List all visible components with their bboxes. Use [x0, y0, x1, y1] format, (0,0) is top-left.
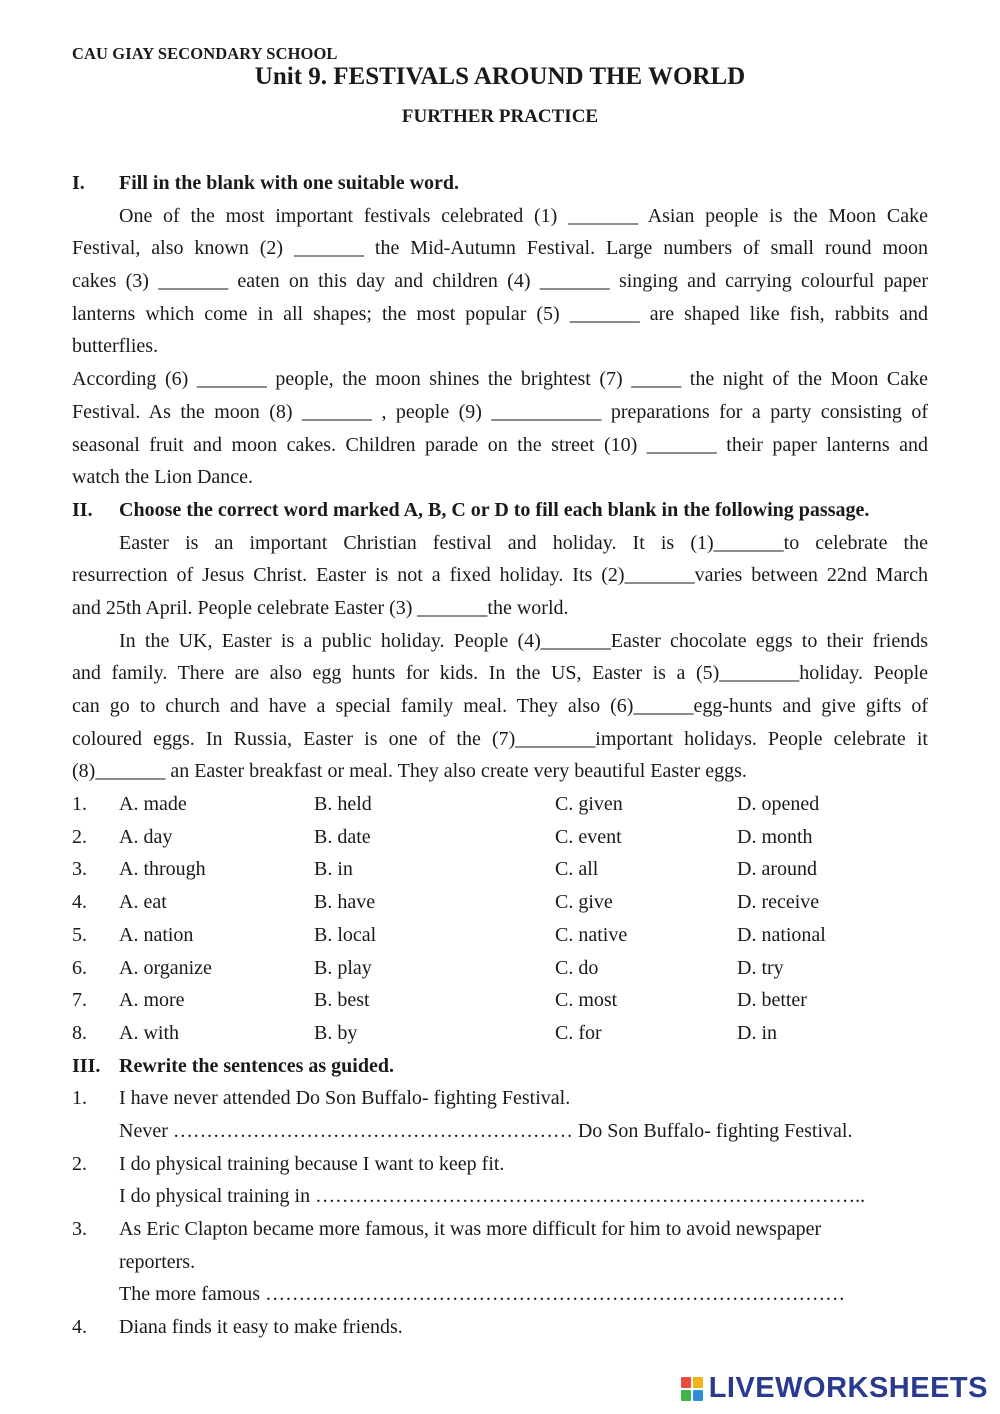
option-row — [72, 984, 928, 1017]
passage-line: Festival. As the moon (8) _______ , people (9) ___________ preparations for a party consisting of — [72, 400, 928, 423]
passage-line: According (6) _______ people, the moon shines the brightest (7) _____ the night of the Moon Cake — [72, 368, 928, 391]
rewrite-item — [72, 1213, 928, 1246]
option-row — [72, 821, 928, 854]
option-a: A. through — [119, 858, 206, 881]
option-c: C. do — [555, 956, 599, 979]
rewrite-prompt[interactable]: I do physical training in ……………………………………………………………………….. — [119, 1185, 866, 1208]
option-number: 1. — [72, 793, 87, 816]
option-a: A. day — [119, 825, 173, 848]
rewrite-item — [72, 1311, 928, 1344]
option-b: B. play — [314, 956, 372, 979]
option-b: B. in — [314, 858, 353, 881]
liveworksheets-logo[interactable] — [681, 1372, 988, 1405]
passage-line: Festival, also known (2) _______ the Mid-Autumn Festival. Large numbers of small round moon — [72, 237, 928, 260]
option-a: A. made — [119, 793, 187, 816]
school-name: CAU GIAY SECONDARY SCHOOL — [72, 44, 338, 63]
option-number: 5. — [72, 923, 87, 946]
original-sentence: As Eric Clapton became more famous, it was more difficult for him to avoid newspaper — [119, 1218, 822, 1240]
logo-text: LIVEWORKSHEETS — [708, 1372, 988, 1404]
option-b: B. local — [314, 923, 377, 946]
page-subtitle: FURTHER PRACTICE — [401, 106, 599, 127]
rewrite-prompt[interactable]: Never …………………………………………………… Do Son Buffalo- fighting Festival. — [119, 1119, 853, 1142]
option-d: D. better — [737, 989, 807, 1012]
original-sentence: I have never attended Do Son Buffalo- fighting Festival. — [119, 1087, 571, 1110]
original-sentence-continued: reporters. — [119, 1250, 196, 1273]
option-number: 6. — [72, 956, 87, 979]
option-row — [72, 1017, 928, 1050]
option-d: D. around — [737, 858, 817, 881]
option-row — [72, 853, 928, 886]
option-d: D. try — [737, 956, 784, 979]
option-c: C. given — [555, 793, 623, 816]
logo-block — [681, 1377, 691, 1388]
passage-line: In the UK, Easter is a public holiday. People (4)_______Easter chocolate eggs to their friends — [119, 629, 928, 652]
section-number: I. — [72, 172, 85, 194]
passage-line: cakes (3) _______ eaten on this day and children (4) _______ singing and carrying colourful paper — [72, 270, 928, 293]
option-number: 4. — [72, 891, 87, 914]
section-3-heading — [72, 1050, 928, 1083]
option-number: 3. — [72, 858, 87, 881]
option-number: 8. — [72, 1021, 87, 1044]
option-a: A. with — [119, 1021, 179, 1044]
section-heading-text: Rewrite the sentences as guided. — [119, 1054, 394, 1077]
rewrite-item — [72, 1148, 928, 1181]
passage-line: butterflies. — [72, 335, 159, 358]
passage-line: One of the most important festivals celebrated (1) _______ Asian people is the Moon Cake — [119, 204, 928, 227]
option-b: B. by — [314, 1021, 358, 1044]
rewrite-prompt[interactable]: The more famous …………………………………………………………………………… — [119, 1283, 846, 1306]
worksheet-content — [72, 167, 928, 1344]
original-sentence: Diana finds it easy to make friends. — [119, 1316, 403, 1339]
passage-line: Easter is an important Christian festival and holiday. It is (1)_______to celebrate the — [119, 531, 928, 554]
rewrite-item — [72, 1082, 928, 1115]
passage-line: resurrection of Jesus Christ. Easter is not a fixed holiday. Its (2)_______varies between 22nd March — [72, 564, 928, 587]
passage-line: can go to church and have a special family meal. They also (6)______egg-hunts and give gifts of — [72, 695, 928, 717]
option-number: 2. — [72, 825, 87, 848]
option-d: D. month — [737, 825, 813, 848]
page-title: Unit 9. FESTIVALS AROUND THE WORLD — [254, 63, 746, 90]
option-c: C. give — [555, 891, 613, 914]
option-row — [72, 886, 928, 919]
logo-block — [693, 1377, 703, 1388]
option-row — [72, 919, 928, 952]
option-b: B. date — [314, 825, 371, 848]
section-number: III. — [72, 1054, 101, 1077]
option-d: D. opened — [737, 793, 820, 816]
logo-block — [693, 1390, 703, 1401]
passage-line: and family. There are also egg hunts for kids. In the US, Easter is a (5)________holiday. People — [72, 662, 928, 685]
item-number: 4. — [72, 1316, 87, 1339]
section-1-heading — [72, 167, 928, 200]
section-heading-text: Fill in the blank with one suitable word. — [119, 172, 460, 194]
passage-line: lanterns which come in all shapes; the most popular (5) _______ are shaped like fish, rabbits and — [72, 302, 928, 325]
option-a: A. nation — [119, 923, 194, 946]
option-d: D. receive — [737, 891, 820, 914]
option-number: 7. — [72, 989, 87, 1012]
passage-line: watch the Lion Dance. — [72, 466, 254, 489]
liveworksheets-logo-icon — [681, 1376, 705, 1402]
option-d: D. national — [737, 923, 826, 946]
item-number: 1. — [72, 1087, 87, 1110]
option-row — [72, 952, 928, 985]
option-c: C. native — [555, 923, 628, 946]
passage-line: coloured eggs. In Russia, Easter is one of the (7)________important holidays. People celebrate it — [72, 727, 928, 750]
option-a: A. eat — [119, 891, 167, 914]
option-b: B. have — [314, 891, 376, 914]
passage-line: and 25th April. People celebrate Easter (3) _______the world. — [72, 596, 569, 619]
original-sentence: I do physical training because I want to keep fit. — [119, 1152, 505, 1175]
option-row — [72, 788, 928, 821]
option-c: C. for — [555, 1021, 602, 1044]
option-d: D. in — [737, 1021, 777, 1044]
option-c: C. most — [555, 989, 618, 1012]
item-number: 2. — [72, 1152, 87, 1175]
section-heading-text: Choose the correct word marked A, B, C or D to fill each blank in the following passage. — [119, 498, 870, 521]
option-b: B. best — [314, 989, 370, 1012]
passage-line: (8)_______ an Easter breakfast or meal. They also create very beautiful Easter eggs. — [72, 760, 747, 783]
item-number: 3. — [72, 1218, 87, 1240]
passage-line: seasonal fruit and moon cakes. Children parade on the street (10) _______ their paper lanterns and — [72, 433, 928, 456]
section-2-heading — [72, 494, 928, 527]
option-c: C. all — [555, 858, 599, 881]
option-a: A. more — [119, 989, 185, 1012]
option-c: C. event — [555, 825, 622, 848]
logo-block — [681, 1390, 691, 1401]
option-b: B. held — [314, 793, 372, 816]
section-number: II. — [72, 498, 93, 521]
option-a: A. organize — [119, 956, 212, 979]
